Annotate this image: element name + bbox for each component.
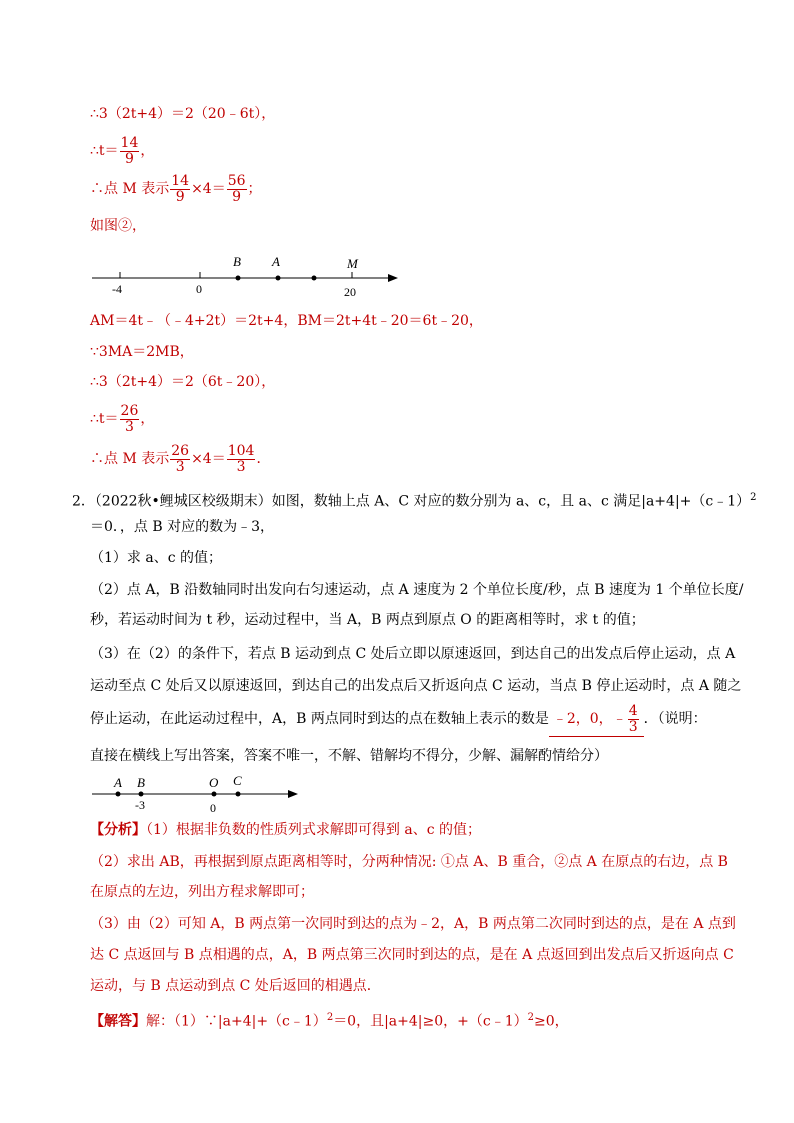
label-a: A <box>272 254 280 269</box>
problem-2-line-2: ＝0．，点 B 对应的数为﹣3， <box>90 519 275 535</box>
point-o-dot <box>212 792 217 797</box>
point-a-dot <box>276 276 281 281</box>
m-value-line-2: ∴点 M 表示 $\frac{26}{3}$ ×4＝ $\frac{104}{3}$ ． <box>90 442 271 475</box>
m-value-line-1: ∴点 M 表示 $\frac{14}{9}$ ×4＝ $\frac{56}{9}$ ； <box>90 172 262 205</box>
t-prefix: ∴t＝ <box>90 143 119 159</box>
equation-line-1: ∴3（2t+4）＝2（20﹣6t）， <box>90 106 276 122</box>
t-value-line-2: ∴t＝ $\frac{26}{3}$ ， <box>90 402 155 435</box>
analysis-line-6: 运动，与 B 点运动到点 C 处后返回的相遇点． <box>90 978 381 994</box>
fraction-m1b: $\frac{56}{9}$ <box>227 172 246 205</box>
answer-blank: ﹣2，0，﹣ $\frac{4}{3}$ <box>549 702 644 737</box>
question-3-note: 直接在横线上写出答案，答案不唯一，不解、错解均不得分，少解、漏解酌情给分） <box>90 748 608 764</box>
number-line-problem-2 <box>88 772 308 818</box>
equation-line-2: ∴3（2t+4）＝2（6t﹣20）， <box>90 374 276 390</box>
fraction-t2: $\frac{26}{3}$ <box>120 402 139 435</box>
tick-label-minus3: -3 <box>135 798 145 812</box>
t-value-line-1: ∴t＝ $\frac{14}{9}$ ， <box>90 134 155 167</box>
tick-label-0: 0 <box>210 801 216 815</box>
condition-line: ∵3MA＝2MB， <box>90 344 194 360</box>
label-m: M <box>347 256 358 271</box>
analysis-line-2: （2）求出 AB，再根据到原点距离相等时，分两种情况: ①点 A、B 重合，②点 A 在原点的右边，点 B <box>90 854 728 870</box>
analysis-line-1: 【分析】（1）根据非负数的性质列式求解即可得到 a、c 的值； <box>90 822 481 838</box>
analysis-line-3: 在原点的左边，列出方程求解即可； <box>90 884 314 900</box>
point-a-dot <box>116 792 121 797</box>
analysis-line-5: 达 C 点返回与 B 点相遇的点，A，B 两点第三次同时到达的点，是在 A 点返回到出发点后又折返向点 C <box>90 947 734 963</box>
fraction-m1a: $\frac{14}{9}$ <box>171 172 190 205</box>
number-line-figure-2 <box>88 248 408 298</box>
point-b-dot <box>139 792 144 797</box>
point-b-dot <box>236 276 241 281</box>
analysis-heading: 【分析】 <box>90 822 146 838</box>
label-c: C <box>233 773 242 788</box>
point-c-dot <box>236 792 241 797</box>
tick-label-20: 20 <box>344 285 356 298</box>
figure-2-label: 如图②， <box>90 218 146 234</box>
question-3-line-3: 停止运动，在此运动过程中，A，B 两点同时到达的点在数轴上表示的数是 ﹣2，0，﹣ $\frac{4}{3}$ ．（说明： <box>90 702 707 737</box>
label-b: B <box>233 254 241 269</box>
label-b: B <box>137 775 145 790</box>
question-3-line-1: （3）在（2）的条件下，若点 B 运动到点 C 处后立即以原速返回，到达自己的出发点后停止运动，点 A <box>90 646 736 662</box>
fraction-m2a: $\frac{26}{3}$ <box>171 442 190 475</box>
label-a: A <box>114 775 122 790</box>
answer-heading: 【解答】 <box>90 1013 146 1030</box>
question-2-line-2: 秒，若运动时间为 t 秒，运动过程中，当 A，B 两点到原点 O 的距离相等时，求 t 的值； <box>90 612 645 628</box>
point-extra-dot <box>312 276 317 281</box>
fraction-m2b: $\frac{104}{3}$ <box>227 442 255 475</box>
answer-line-1: 【解答】解：（1）∵|a+4|+（c﹣1）$^2$＝0，且|a+4|≥0，+（c﹣1）$^2$≥0， <box>90 1012 569 1030</box>
problem-2-line-1: 2．（2022秋•鲤城区校级期末）如图，数轴上点 A、C 对应的数分别为 a、c，且 a、c 满足|a+4|+（c﹣1）$^2$ <box>72 492 757 510</box>
question-3-line-2: 运动至点 C 处后又以原速返回，到达自己的出发点后又折返向点 C 运动，当点 B 停止运动时，点 A 随之 <box>90 678 742 694</box>
fraction-t1: $\frac{14}{9}$ <box>120 134 139 167</box>
question-2-line-1: （2）点 A，B 沿数轴同时出发向右匀速运动，点 A 速度为 2 个单位长度/秒，点 B 速度为 1 个单位长度/ <box>90 582 744 598</box>
question-1: （1）求 a、c 的值； <box>90 550 222 566</box>
tick-label-minus4: -4 <box>112 282 122 296</box>
label-o: O <box>209 775 219 790</box>
am-bm-line: AM＝4t﹣（﹣4+2t）＝2t+4，BM＝2t+4t﹣20＝6t﹣20， <box>90 313 483 329</box>
tick-label-0: 0 <box>196 282 202 296</box>
analysis-line-4: （3）由（2）可知 A，B 两点第一次同时到达的点为﹣2，A，B 两点第二次同时到达的点，是在 A 点到 <box>90 916 736 932</box>
